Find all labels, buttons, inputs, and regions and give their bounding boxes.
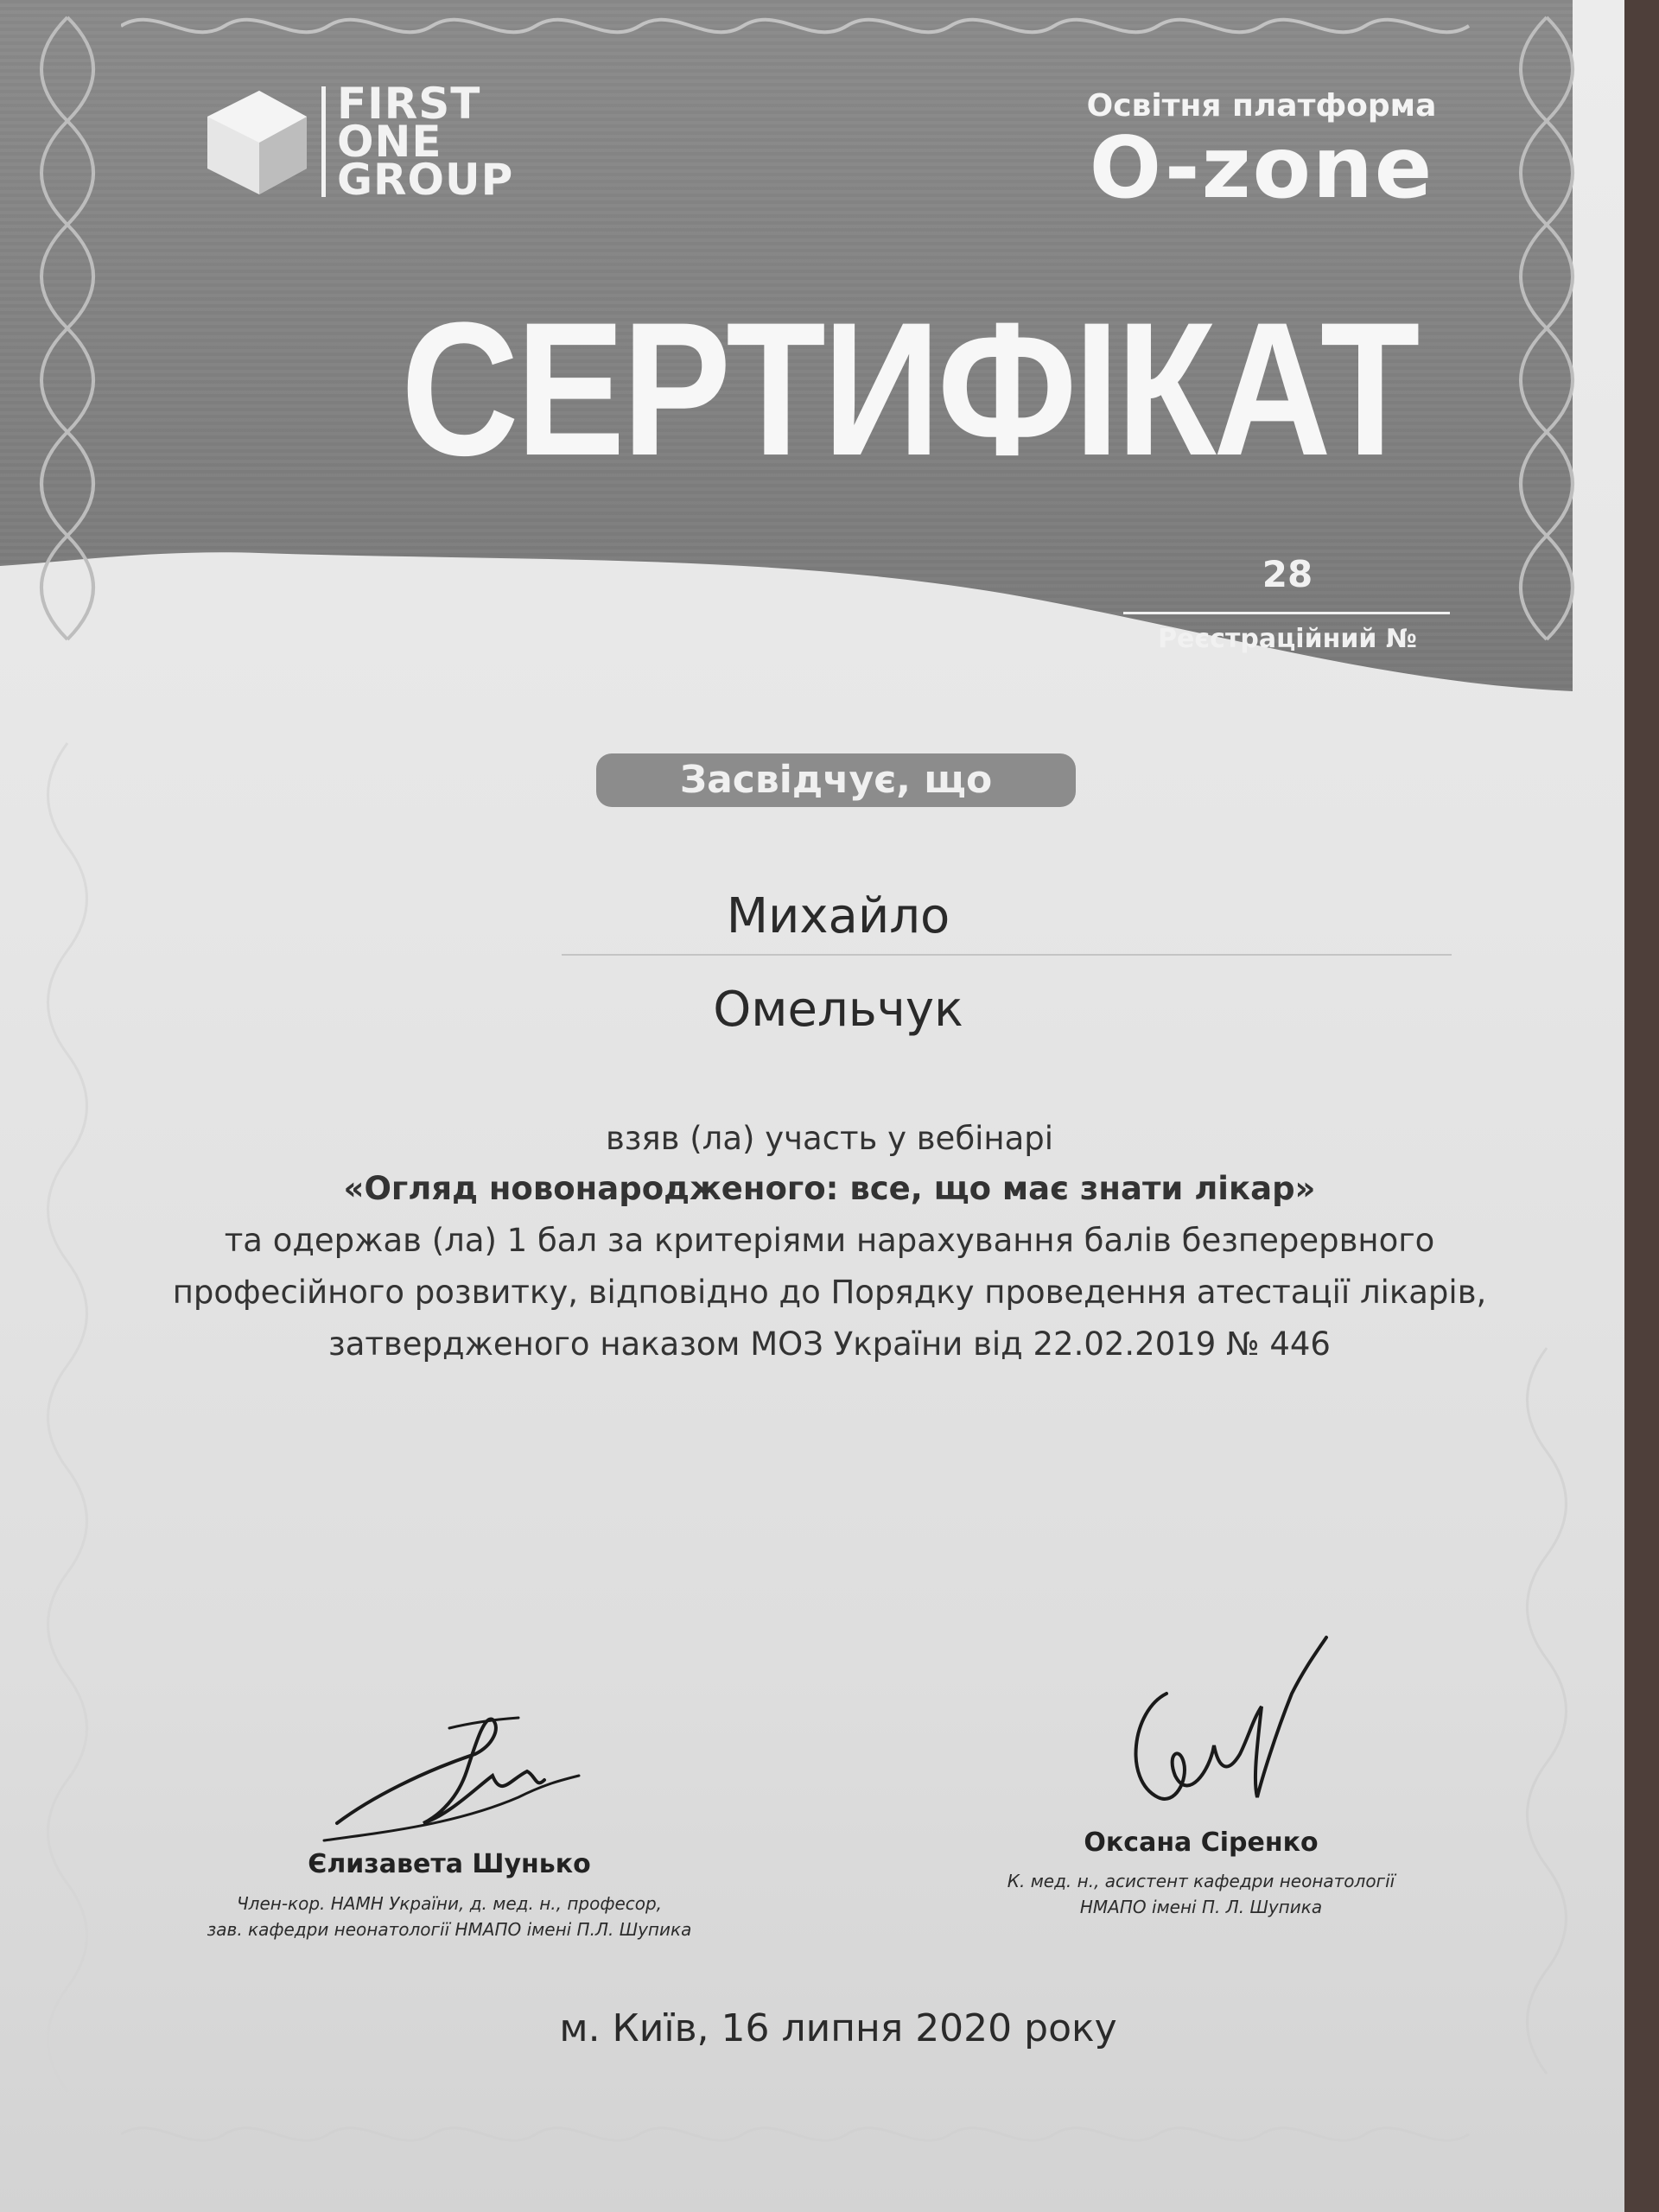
logo-divider: [321, 86, 326, 197]
signatory-right-role-line-1: К. мед. н., асистент кафедри неонатології: [1007, 1871, 1395, 1891]
signatory-left-name: Єлизавета Шунько: [308, 1849, 591, 1879]
recipient-first-name: Михайло: [726, 888, 950, 944]
signatory-right-role-line-2: НМАПО імені П. Л. Шупика: [1079, 1897, 1323, 1917]
platform-name: O-zone: [1089, 119, 1434, 218]
document-title: СЕРТИФІКАТ: [401, 283, 1418, 495]
ornament-border-right: [1495, 0, 1599, 2212]
registration-number: 28: [1262, 553, 1313, 595]
signatory-right-role: [968, 1868, 1434, 1920]
ornament-border-bottom: [121, 2091, 1495, 2177]
body-line-3: та одержав (ла) 1 бал за критеріями нарахування балів безперервного: [224, 1222, 1435, 1259]
name-underline: [562, 954, 1452, 956]
certifies-label: Засвідчує, що: [596, 753, 1076, 807]
signatory-left-role: [156, 1891, 743, 1942]
registration-underline: [1123, 612, 1450, 614]
body-line-1: взяв (ла) участь у вебінарі: [605, 1120, 1054, 1157]
registration-label: Реєстраційний №: [1158, 624, 1417, 654]
signatory-left-role-line-1: Член-кор. НАМН України, д. мед. н., професор,: [236, 1893, 663, 1914]
signatory-right-name: Оксана Сіренко: [1084, 1827, 1319, 1858]
signatory-left-role-line-2: зав. кафедри неонатології НМАПО імені П.Л. Шупика: [207, 1919, 692, 1940]
body-line-5: затвердженого наказом МОЗ України від 22.02.2019 № 446: [328, 1325, 1331, 1363]
signature-right-icon: [1106, 1624, 1339, 1832]
ornament-border-left: [16, 0, 119, 2212]
body-line-4: професійного розвитку, відповідно до Порядку проведення атестації лікарів,: [172, 1274, 1487, 1311]
platform-caption: Освітня платформа: [1086, 88, 1437, 124]
logo-line-3: GROUP: [337, 155, 514, 205]
webinar-title: «Огляд новонародженого: все, що має знати лікар»: [343, 1170, 1316, 1207]
place-and-date: м. Київ, 16 липня 2020 року: [559, 2006, 1117, 2050]
signature-left-icon: [320, 1694, 596, 1849]
logo-wordmark: [337, 79, 514, 205]
ornament-border-top: [121, 0, 1495, 52]
logo-line-1: FIRST: [337, 79, 481, 129]
recipient-last-name: Омельчук: [713, 982, 963, 1038]
logo-line-2: ONE: [337, 117, 442, 167]
